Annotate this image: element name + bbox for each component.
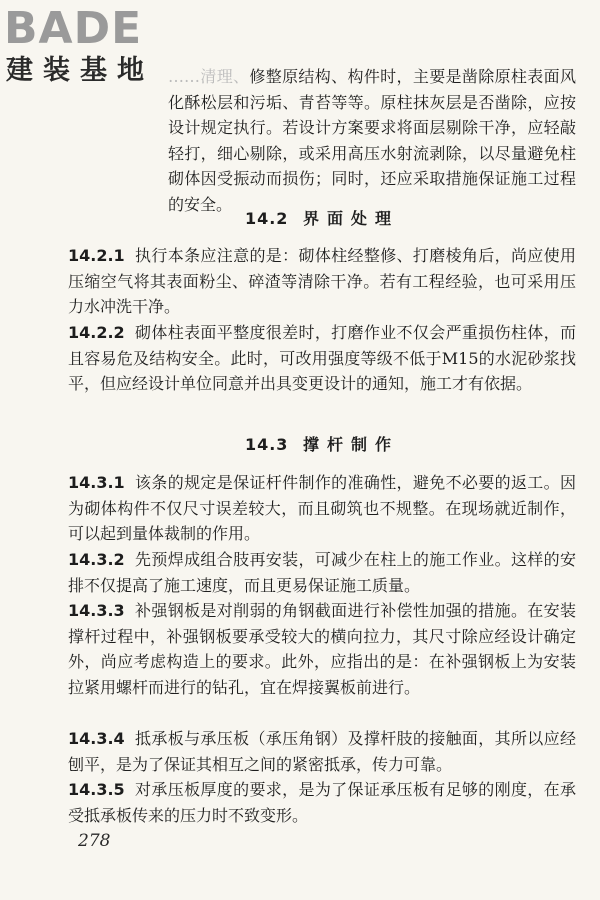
clause-paragraph bbox=[68, 470, 576, 547]
clause-text: 先预焊成组合肢再安装，可减少在柱上的施工作业。这样的安排不仅提高了施工速度，而且更易保证施工质量。 bbox=[68, 550, 576, 595]
clause-number: 14.2.2 bbox=[68, 323, 125, 342]
clause-number: 14.3.2 bbox=[68, 550, 125, 569]
clause-number: 14.2.1 bbox=[68, 246, 125, 265]
clause-text: 对承压板厚度的要求，是为了保证承压板有足够的刚度，在承受抵承板传来的压力时不致变形。 bbox=[68, 780, 576, 825]
clause-number: 14.3.1 bbox=[68, 473, 125, 492]
section-number: 14.3 bbox=[244, 435, 289, 454]
section-heading bbox=[68, 206, 576, 229]
intro-text: 修整原结构、构件时，主要是凿除原柱表面风化酥松层和污垢、青苔等等。原柱抹灰层是否凿除，应按设计规定执行。若设计方案要求将面层剔除干净，应轻敲轻打，细心剔除，或采用高压水射流剥除，以尽量避免柱砌体因受振动而损伤；同时，还应采取措施保证施工过程的安全。 bbox=[168, 67, 576, 214]
clause-paragraph bbox=[68, 320, 576, 397]
clause-paragraph bbox=[68, 598, 576, 700]
logo-brand: BADE bbox=[4, 3, 143, 54]
clause-number: 14.3.4 bbox=[68, 729, 125, 748]
section-title: 界面处理 bbox=[303, 209, 400, 228]
logo-subtitle: 建装基地 bbox=[6, 55, 154, 86]
clause-text: 该条的规定是保证杆件制作的准确性，避免不必要的返工。因为砌体构件不仅尺寸误差较大，而且砌筑也不规整。在现场就近制作，可以起到量体裁制的作用。 bbox=[68, 473, 576, 543]
clause-text: 补强钢板是对削弱的角钢截面进行补偿性加强的措施。在安装撑杆过程中，补强钢板要承受较大的横向拉力，其尺寸除应经设计确定外，尚应考虑构造上的要求。此外，应指出的是：在补强钢板上为安装拉紧用螺杆而进行的钻孔，宜在焊接翼板前进行。 bbox=[68, 601, 576, 697]
section-heading bbox=[68, 432, 576, 455]
clause-number: 14.3.5 bbox=[68, 780, 125, 799]
intro-lead: ……清理、 bbox=[168, 67, 250, 86]
section-title: 撑杆制作 bbox=[303, 435, 400, 454]
section-number: 14.2 bbox=[244, 209, 289, 228]
intro-paragraph bbox=[68, 64, 576, 217]
clause-paragraph bbox=[68, 726, 576, 777]
clause-paragraph bbox=[68, 243, 576, 320]
clause-paragraph bbox=[68, 777, 576, 828]
clause-number: 14.3.3 bbox=[68, 601, 125, 620]
clause-text: 抵承板与承压板（承压角钢）及撑杆肢的接触面，其所以应经刨平，是为了保证其相互之间的紧密抵承，传力可靠。 bbox=[68, 729, 576, 774]
clause-paragraph bbox=[68, 547, 576, 598]
page-number: 278 bbox=[78, 831, 111, 851]
clause-text: 砌体柱表面平整度很差时，打磨作业不仅会严重损伤柱体，而且容易危及结构安全。此时，可改用强度等级不低于M15的水泥砂浆找平，但应经设计单位同意并出具变更设计的通知，施工才有依据。 bbox=[68, 323, 576, 393]
clause-text: 执行本条应注意的是：砌体柱经整修、打磨棱角后，尚应使用压缩空气将其表面粉尘、碎渣等清除干净。若有工程经验，也可采用压力水冲洗干净。 bbox=[68, 246, 576, 316]
